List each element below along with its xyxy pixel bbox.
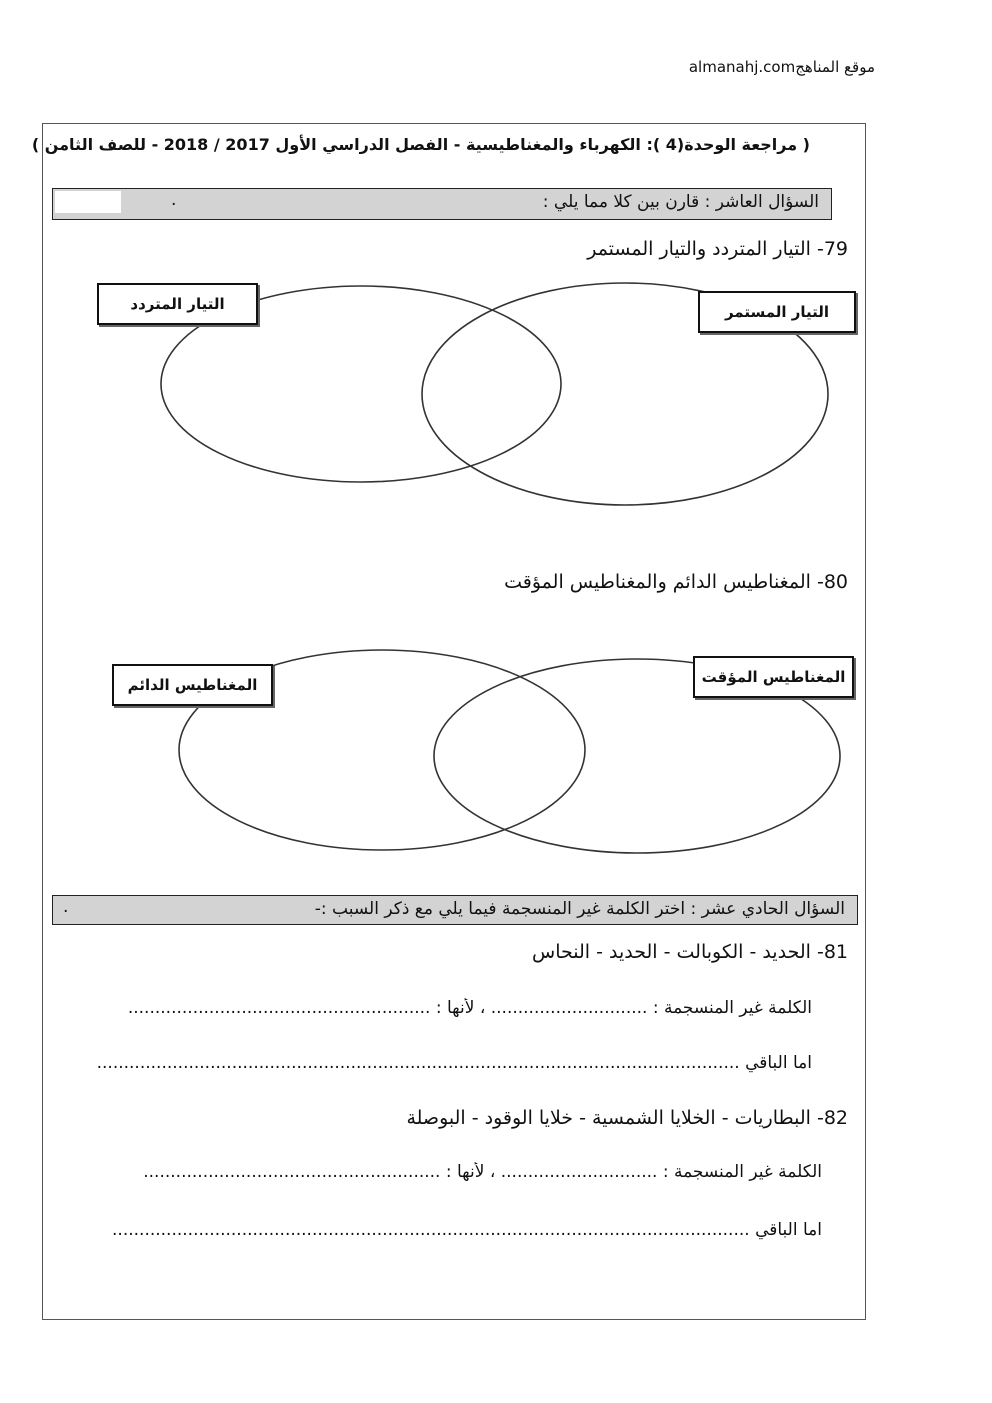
remaining-line-81[interactable]: اما الباقي ....................................................................................................................... — [96, 1053, 812, 1073]
end-mark: . — [63, 897, 69, 917]
item-81 — [460, 941, 848, 963]
item-text: التيار المتردد والتيار المستمر — [587, 238, 811, 260]
venn-80-left-label: المغناطيس الدائم — [112, 664, 273, 706]
end-mark: . — [171, 190, 177, 210]
question-10-title: السؤال العاشر : قارن بين كلا مما يلي : — [542, 192, 819, 212]
item-text: الحديد - الكوبالت - الحديد - النحاس — [532, 941, 811, 963]
site-watermark: almanahj.comموقع المناهج — [688, 58, 875, 76]
item-80 — [480, 571, 848, 593]
remaining-line-82[interactable]: اما الباقي ...................................................................................................................... — [112, 1220, 822, 1240]
question-11-title: السؤال الحادي عشر : اختر الكلمة غير المنسجمة فيما يلي مع ذكر السبب :- — [314, 899, 845, 919]
item-number: 80- — [816, 571, 848, 593]
item-number: 82- — [816, 1107, 848, 1129]
item-number: 79- — [816, 238, 848, 260]
worksheet-header: ( مراجعة الوحدة(4 ): الكهرباء والمغناطيسية - الفصل الدراسي الأول 2017 / 2018 - للصف الثامن ) — [31, 135, 810, 154]
question-11-bar — [52, 895, 858, 925]
venn-80-right-label: المغناطيس المؤقت — [693, 656, 854, 698]
item-text: البطاريات - الخلايا الشمسية - خلايا الوقود - البوصلة — [406, 1107, 811, 1129]
odd-word-line-81[interactable]: الكلمة غير المنسجمة : ............................. ، لأنها : ........................................................ — [127, 998, 812, 1018]
item-82 — [280, 1107, 848, 1129]
odd-word-line-82[interactable]: الكلمة غير المنسجمة : ............................. ، لأنها : ....................................................... — [143, 1162, 822, 1182]
item-number: 81- — [816, 941, 848, 963]
venn-79-left-label: التيار المتردد — [97, 283, 258, 325]
item-text: المغناطيس الدائم والمغناطيس المؤقت — [504, 571, 811, 593]
venn-79-right-label: التيار المستمر — [698, 291, 856, 333]
